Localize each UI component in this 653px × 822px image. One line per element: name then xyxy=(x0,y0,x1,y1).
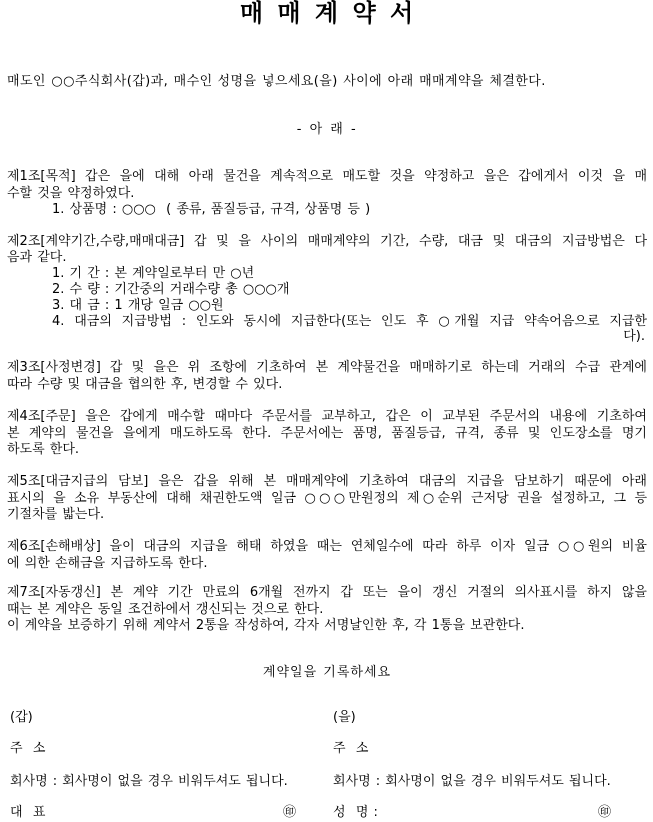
list-item: 1. 상품명 : ○○○ ( 종류, 품질등급, 규격, 상품명 등 ) xyxy=(52,202,371,217)
article-5 xyxy=(7,474,647,524)
article-line: 본 계약의 물건을 을에게 매도하도록 한다. 주문서에는 품명, 품질등급, 규격, 종류 및 인도장소를 명기 xyxy=(7,425,647,441)
contract-date-field[interactable]: 계약일을 기록하세요 xyxy=(262,665,392,680)
article-line: 표시의 을 소유 부동산에 대해 채권한도액 일금 ○○○만원정의 제○순위 근저당 권을 설정하고, 그 등 xyxy=(7,490,647,506)
list-item: 4. 대금의 지급방법 : 인도와 동시에 지급한다(또는 인도 후 ○개월 지급 약속어음으로 지급한 xyxy=(52,313,647,329)
document-title: 매 매 계 약 서 xyxy=(239,0,417,27)
article-7 xyxy=(7,585,647,635)
article-2 xyxy=(7,234,647,345)
list-item-continuation: 다). xyxy=(623,329,645,345)
article-line: 기절차를 밟는다. xyxy=(7,507,105,522)
article-line: 제1조[목적] 갑은 을에 대해 아래 물건을 계속적으로 매도할 것을 약정하고 을은 갑에게서 이것 을 매 xyxy=(7,169,647,184)
section-heading: - 아 래 - xyxy=(296,122,358,137)
list-item: 3. 대 금 : 1 개당 일금 ○○원 xyxy=(52,297,224,313)
address-label: 주 소 xyxy=(333,741,369,756)
company-name-field[interactable]: 회사명이 없을 경우 비워두셔도 됩니다. xyxy=(385,774,611,789)
article-line: 때는 본 계약은 동일 조건하에서 갱신되는 것으로 한다. xyxy=(7,601,324,617)
contract-intro xyxy=(7,74,647,91)
buyer-name-field[interactable]: 성명을 넣으세요 xyxy=(217,74,314,89)
seal-mark: ㊞ xyxy=(283,805,297,820)
party-label: (갑) xyxy=(10,710,33,725)
representative-label: 대 표 xyxy=(10,805,46,820)
article-1 xyxy=(7,169,647,219)
company-label: 회사명 : xyxy=(333,774,381,789)
article-line: 따라 수량 및 대금을 협의한 후, 변경할 수 있다. xyxy=(7,376,283,392)
article-6 xyxy=(7,539,647,572)
article-line: 수할 것을 약정하였다. xyxy=(7,185,135,201)
article-line: 에 의한 손해금을 지급하도록 한다. xyxy=(7,555,208,571)
intro-text-end: (을) 사이에 아래 매매계약을 체결한다. xyxy=(313,74,546,89)
closing-statement: 이 계약을 보증하기 위해 계약서 2통을 작성하여, 각자 서명날인한 후, 각 1통을 보관한다. xyxy=(7,618,525,633)
article-line: 제2조[계약기간,수량,매매대금] 갑 및 을 사이의 매매계약의 기간, 수량, 대금 및 대금의 지급방법은 다 xyxy=(7,234,647,249)
article-line: 제6조[손해배상] 을이 대금의 지급을 해태 하였을 때는 연체일수에 따라 하루 이자 일금 ○○원의 비율 xyxy=(7,539,647,554)
article-line: 하도록 한다. xyxy=(7,442,80,457)
article-line: 제5조[대금지급의 담보] 을은 갑을 위해 본 매매계약에 기초하여 대금의 지급을 담보하기 때문에 아래 xyxy=(7,474,647,489)
intro-text: 매도인 ○○주식회사(갑)과, 매수인 xyxy=(7,74,213,89)
article-4 xyxy=(7,409,647,459)
article-line: 제7조[자동갱신] 본 계약 기간 만료의 6개월 전까지 갑 또는 을이 갱신 거절의 의사표시를 하지 않을 xyxy=(7,585,647,600)
list-item: 2. 수 량 : 기간중의 거래수량 총 ○○○개 xyxy=(52,281,290,297)
article-line: 제3조[사정변경] 갑 및 을은 위 조항에 기초하여 본 계약물건을 매매하기로 하는데 거래의 수급 관계에 xyxy=(7,360,647,375)
buyer-signature-block xyxy=(333,710,651,822)
party-label: (을) xyxy=(333,710,356,725)
company-row xyxy=(10,774,288,790)
company-label: 회사명 : xyxy=(10,774,58,789)
article-3 xyxy=(7,360,647,393)
seller-signature-block xyxy=(10,710,330,822)
company-row xyxy=(333,774,611,790)
address-label: 주 소 xyxy=(10,741,46,756)
article-line: 제4조[주문] 을은 갑에게 매수할 때마다 주문서를 교부하고, 갑은 이 교부된 주문서의 내용에 기초하여 xyxy=(7,409,647,424)
company-name-field[interactable]: 회사명이 없을 경우 비워두셔도 됩니다. xyxy=(62,774,288,789)
list-item: 1. 기 간 : 본 계약일로부터 만 ○년 xyxy=(52,265,255,281)
seal-mark: ㊞ xyxy=(598,805,612,820)
article-line: 음과 같다. xyxy=(7,249,67,265)
name-label: 성 명 : xyxy=(333,805,378,820)
